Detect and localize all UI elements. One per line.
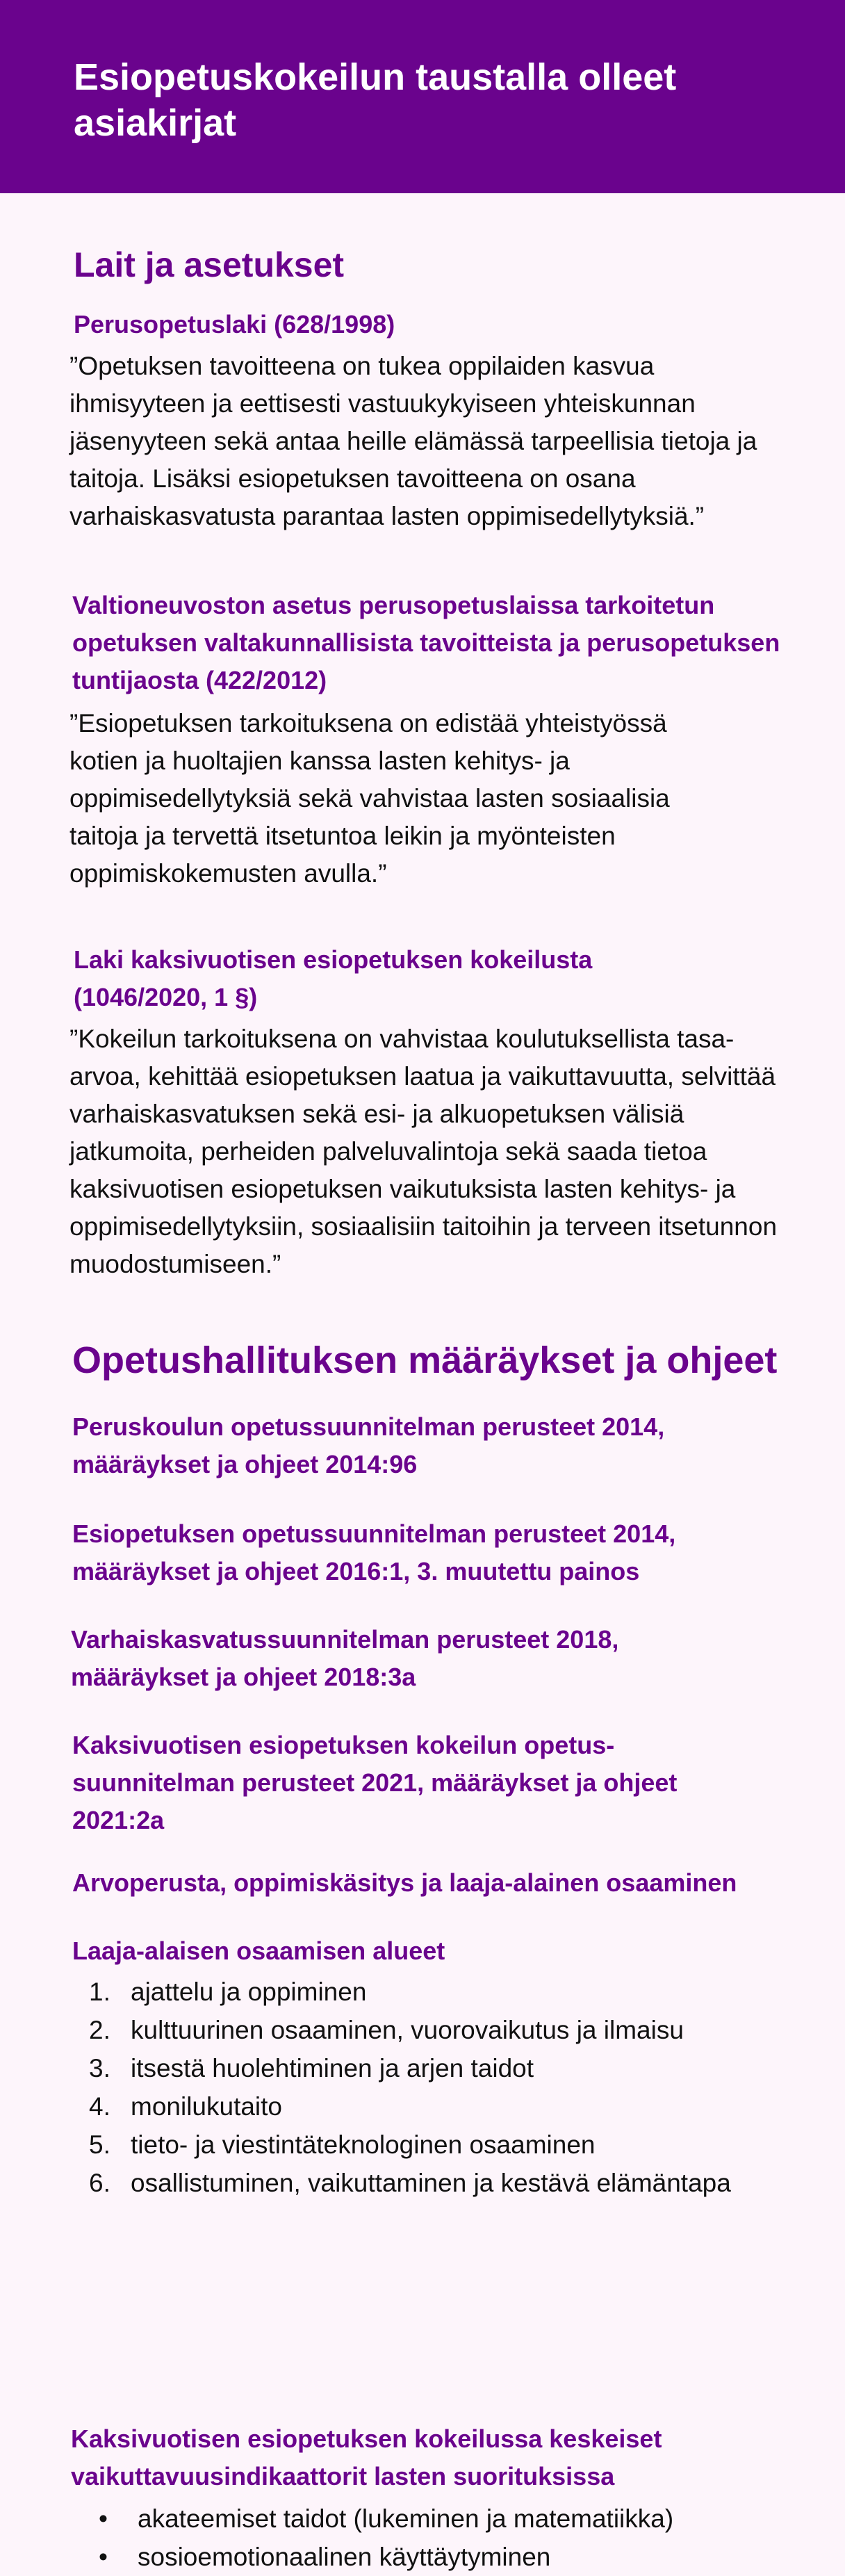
list-item <box>72 2500 795 2538</box>
competence-title: Laaja-alaisen osaamisen alueet <box>72 1937 445 1965</box>
law-title: Perusopetuslaki (628/1998) <box>74 310 395 339</box>
bullet-icon: • <box>99 2504 108 2533</box>
list-item-text: monilukutaito <box>131 2092 283 2121</box>
list-number: 3. <box>89 2054 110 2082</box>
list-item <box>72 2164 795 2202</box>
list-item-text: itsestä huolehtiminen ja arjen taidot <box>131 2054 534 2082</box>
laws-heading: Lait ja asetukset <box>74 245 345 284</box>
page-header <box>0 0 845 193</box>
list-item <box>72 2538 795 2576</box>
list-item <box>72 2049 795 2087</box>
oph-document: Esiopetuksen opetussuunnitelman perusteet 2014, määräykset ja ohjeet 2016:1, 3. muutettu painos <box>72 1519 676 1585</box>
list-item-text: akateemiset taidot (lukeminen ja matematiikka) <box>138 2504 674 2533</box>
oph-document: Arvoperusta, oppimiskäsitys ja laaja-alainen osaaminen <box>72 1868 737 1897</box>
competence-list <box>72 1973 795 2202</box>
list-item <box>72 2011 795 2049</box>
law-title: Valtioneuvoston asetus perusopetuslaissa tarkoitetun opetuksen valtakunnallisista tavoitteista ja perusopetuksen tuntijaosta (422/2012) <box>72 591 780 694</box>
list-item-text: tieto- ja viestintäteknologinen osaaminen <box>131 2130 596 2159</box>
indicators-title: Kaksivuotisen esiopetuksen kokeilussa keskeiset vaikuttavuusindikaattorit lasten suorituksissa <box>71 2424 662 2491</box>
bullet-icon: • <box>99 2543 108 2571</box>
law-title: Laki kaksivuotisen esiopetuksen kokeilusta (1046/2020, 1 §) <box>74 945 593 1011</box>
law-quote: ”Kokeilun tarkoituksena on vahvistaa koulutuksellista tasa-arvoa, kehittää esiopetuksen laatua ja vaikuttavuutta, selvittää varhaiskasvatuksen sekä esi- ja alkuopetuksen välisiä jatkumoita, perheiden palveluvalintoja sekä saada tietoa kaksivuotisen esiopetuksen vaikutuksista lasten kehitys- ja oppimisedellytyksiin, sosiaalisiin taitoihin ja terveen itsetunnon muodostumiseen.” <box>69 1025 778 1278</box>
indicator-list <box>72 2500 795 2576</box>
list-item-text: osallistuminen, vaikuttaminen ja kestävä elämäntapa <box>131 2169 731 2197</box>
oph-document: Varhaiskasvatussuunnitelman perusteet 2018, määräykset ja ohjeet 2018:3a <box>71 1625 619 1691</box>
page-title: Esiopetuskokeilun taustalla olleet asiakirjat <box>74 56 677 144</box>
law-quote: ”Opetuksen tavoitteena on tukea oppilaiden kasvua ihmisyyteen ja eettisesti vastuukykyiseen yhteiskunnan jäsenyyteen sekä antaa heille elämässä tarpeellisia tietoja ja taitoja. Lisäksi esiopetuksen tavoitteena on osana varhaiskasvatusta parantaa lasten oppimisedellytyksiä.” <box>69 352 757 530</box>
list-item <box>72 2087 795 2126</box>
list-item-text: sosioemotionaalinen käyttäytyminen <box>138 2543 551 2571</box>
list-number: 5. <box>89 2130 110 2159</box>
list-number: 1. <box>89 1978 110 2006</box>
list-item-text: kulttuurinen osaaminen, vuorovaikutus ja ilmaisu <box>131 2016 684 2044</box>
oph-document: Kaksivuotisen esiopetuksen kokeilun opetus-suunnitelman perusteet 2021, määräykset ja ohjeet 2021:2a <box>72 1731 678 1834</box>
list-item <box>72 1973 795 2011</box>
oph-heading: Opetushallituksen määräykset ja ohjeet <box>72 1339 778 1381</box>
list-item-text: ajattelu ja oppiminen <box>131 1978 367 2006</box>
list-number: 4. <box>89 2092 110 2121</box>
list-item <box>72 2126 795 2164</box>
list-number: 6. <box>89 2169 110 2197</box>
law-quote: ”Esiopetuksen tarkoituksena on edistää yhteistyössä kotien ja huoltajien kanssa lasten kehitys- ja oppimisedellytyksiä sekä vahvistaa lasten sosiaalisia taitoja ja tervettä itsetuntoa leikin ja myönteisten oppimiskokemusten avulla.” <box>69 709 670 888</box>
oph-document: Peruskoulun opetussuunnitelman perusteet 2014, määräykset ja ohjeet 2014:96 <box>72 1412 665 1478</box>
list-number: 2. <box>89 2016 110 2044</box>
